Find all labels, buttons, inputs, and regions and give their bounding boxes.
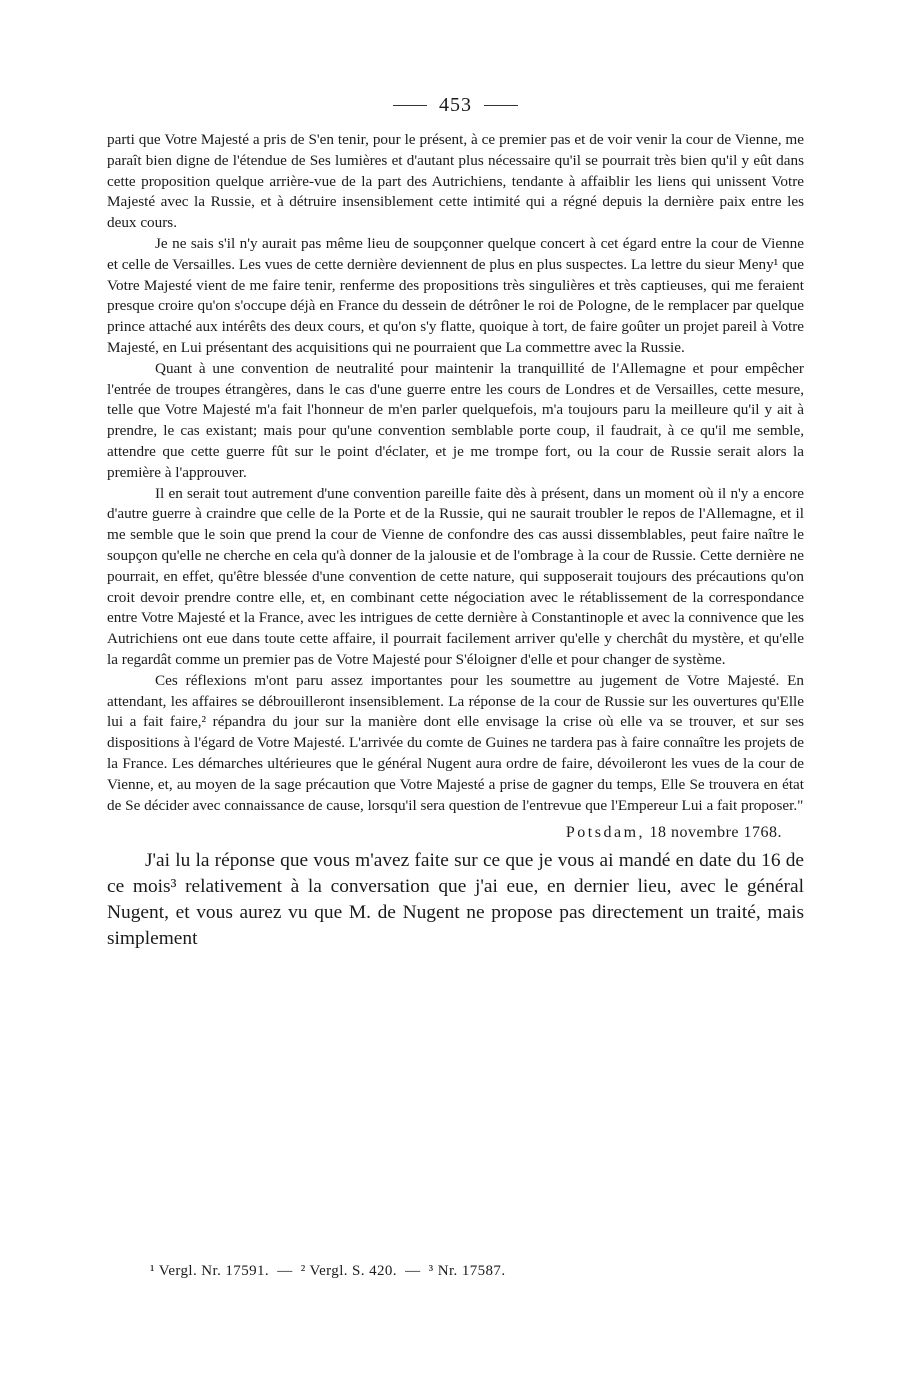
letter-body: [107, 130, 804, 816]
footnote-separator: —: [277, 1263, 293, 1279]
header-rule-right: [484, 105, 518, 106]
dateline-place: Potsdam,: [565, 824, 646, 842]
page: [107, 90, 804, 952]
paragraph: Je ne sais s'il n'y aurait pas même lieu de soupçonner quelque concert à cet égard entre la cour de Vienne et celle de Versailles. Les vues de cette dernière deviennent de plus en plus suspectes. La lettre du sieur Meny¹ que Votre Majesté vient de me faire tenir, renferme des propositions très singulières et très captieuses, qui me feraient presque croire qu'on s'occupe déjà en France du dessein de détrôner le roi de Pologne, de le remplacer par quelque prince attaché aux intérêts des deux cours, et qu'on s'y flatte, quoique à tort, de faire goûter un projet pareil à Votre Majesté, en Lui présentant des acquisitions qui ne pourraient que La commettre avec la Russie.: [107, 234, 804, 356]
reply-body: [107, 848, 804, 952]
page-number: 453: [439, 93, 472, 116]
paragraph: Quant à une convention de neutralité pour maintenir la tranquillité de l'Allemagne et pour empêcher l'entrée de troupes étrangères, dans le cas d'une guerre entre les cours de Londres et de Versailles, cette mesure, telle que Votre Majesté m'a fait l'honneur de m'en parler quelquefois, m'a toujours paru la meilleure qu'il y ait à prendre, le cas existant; mais pour qu'une convention semblable porte coup, il faudrait, à ce qu'il me semble, attendre que cette guerre fût sur le point d'éclater, et je me trompe fort, ou la cour de Russie serait alors la première à l'approuver.: [107, 359, 804, 481]
dateline: [107, 824, 782, 842]
paragraph: Ces réflexions m'ont paru assez importantes pour les soumettre au jugement de Votre Majesté. En attendant, les affaires se débrouilleront insensiblement. La réponse de la cour de Russie sur les ouvertures qu'Elle lui a fait faire,² répandra du jour sur la manière dont elle envisage la crise où elle va se trouver, et sur ses dispositions à l'égard de Votre Majesté. L'arrivée du comte de Guines ne tardera pas à faire connaître les projets de la France. Les démarches ultérieures que le général Nugent aura ordre de faire, dévoileront les vues de la cour de Vienne, et, au moyen de la sage précaution que Votre Majesté a prise de gagner du temps, Elle Se trouvera en état de Se décider avec connaissance de cause, lorsqu'il sera question de l'entrevue que l'Empereur Lui a fait proposer.": [107, 671, 804, 814]
footnote-separator: —: [405, 1263, 421, 1279]
paragraph: parti que Votre Majesté a pris de S'en tenir, pour le présent, à ce premier pas et de voir venir la cour de Vienne, me paraît bien digne de l'étendue de Ses lumières et d'autant plus nécessaire qu'il se pourrait très bien qu'il y eût dans cette proposition quelque arrière-vue de la part des Autrichiens, tendante à affaiblir les liens qui unissent Votre Majesté avec la Russie, et à détruire insensiblement cette intimité qui a régné depuis la dernière paix entre les deux cours.: [107, 131, 804, 232]
footnote: ² Vergl. S. 420.: [300, 1263, 397, 1279]
header-rule-left: [393, 105, 427, 106]
paragraph: Il en serait tout autrement d'une convention pareille faite dès à présent, dans un moment où il n'y a encore d'autre guerre à craindre que celle de la Porte et de la Russie, qui ne saurait troubler le repos de l'Allemagne, et il me semble que le soin que prend la cour de Vienne de confondre des cas aussi dissemblables, peut faire naître le soupçon qu'elle ne cherche en cela qu'à donner de la jalousie et de l'ombrage à la cour de Russie. Cette dernière ne pourrait, en effet, qu'être blessée d'une convention de cette nature, qui supposerait toujours des précautions qu'on croit devoir prendre contre elle, et, en combinant cette négociation avec le rétablissement de la correspondance entre Votre Majesté et la France, avec les intrigues de cette dernière à Constantinople et avec la connivence que les Autrichiens ont eue dans toute cette affaire, il pourrait facilement arriver qu'elle y cherchât du mystère, et qu'elle la regardât comme un premier pas de Votre Majesté pour S'éloigner d'elle et pour changer de système.: [107, 484, 804, 668]
page-header: [107, 90, 804, 120]
dateline-date: 18 novembre 1768.: [649, 824, 782, 842]
footnotes: [150, 1263, 509, 1280]
footnote: ³ Nr. 17587.: [428, 1263, 506, 1279]
reply-paragraph: J'ai lu la réponse que vous m'avez faite sur ce que je vous ai mandé en date du 16 de ce mois³ relativement à la conversation que j'ai eue, en dernier lieu, avec le général Nugent, et vous aurez vu que M. de Nugent ne propose pas directement un traité, mais simplement: [107, 850, 804, 950]
footnote: ¹ Vergl. Nr. 17591.: [150, 1263, 270, 1279]
